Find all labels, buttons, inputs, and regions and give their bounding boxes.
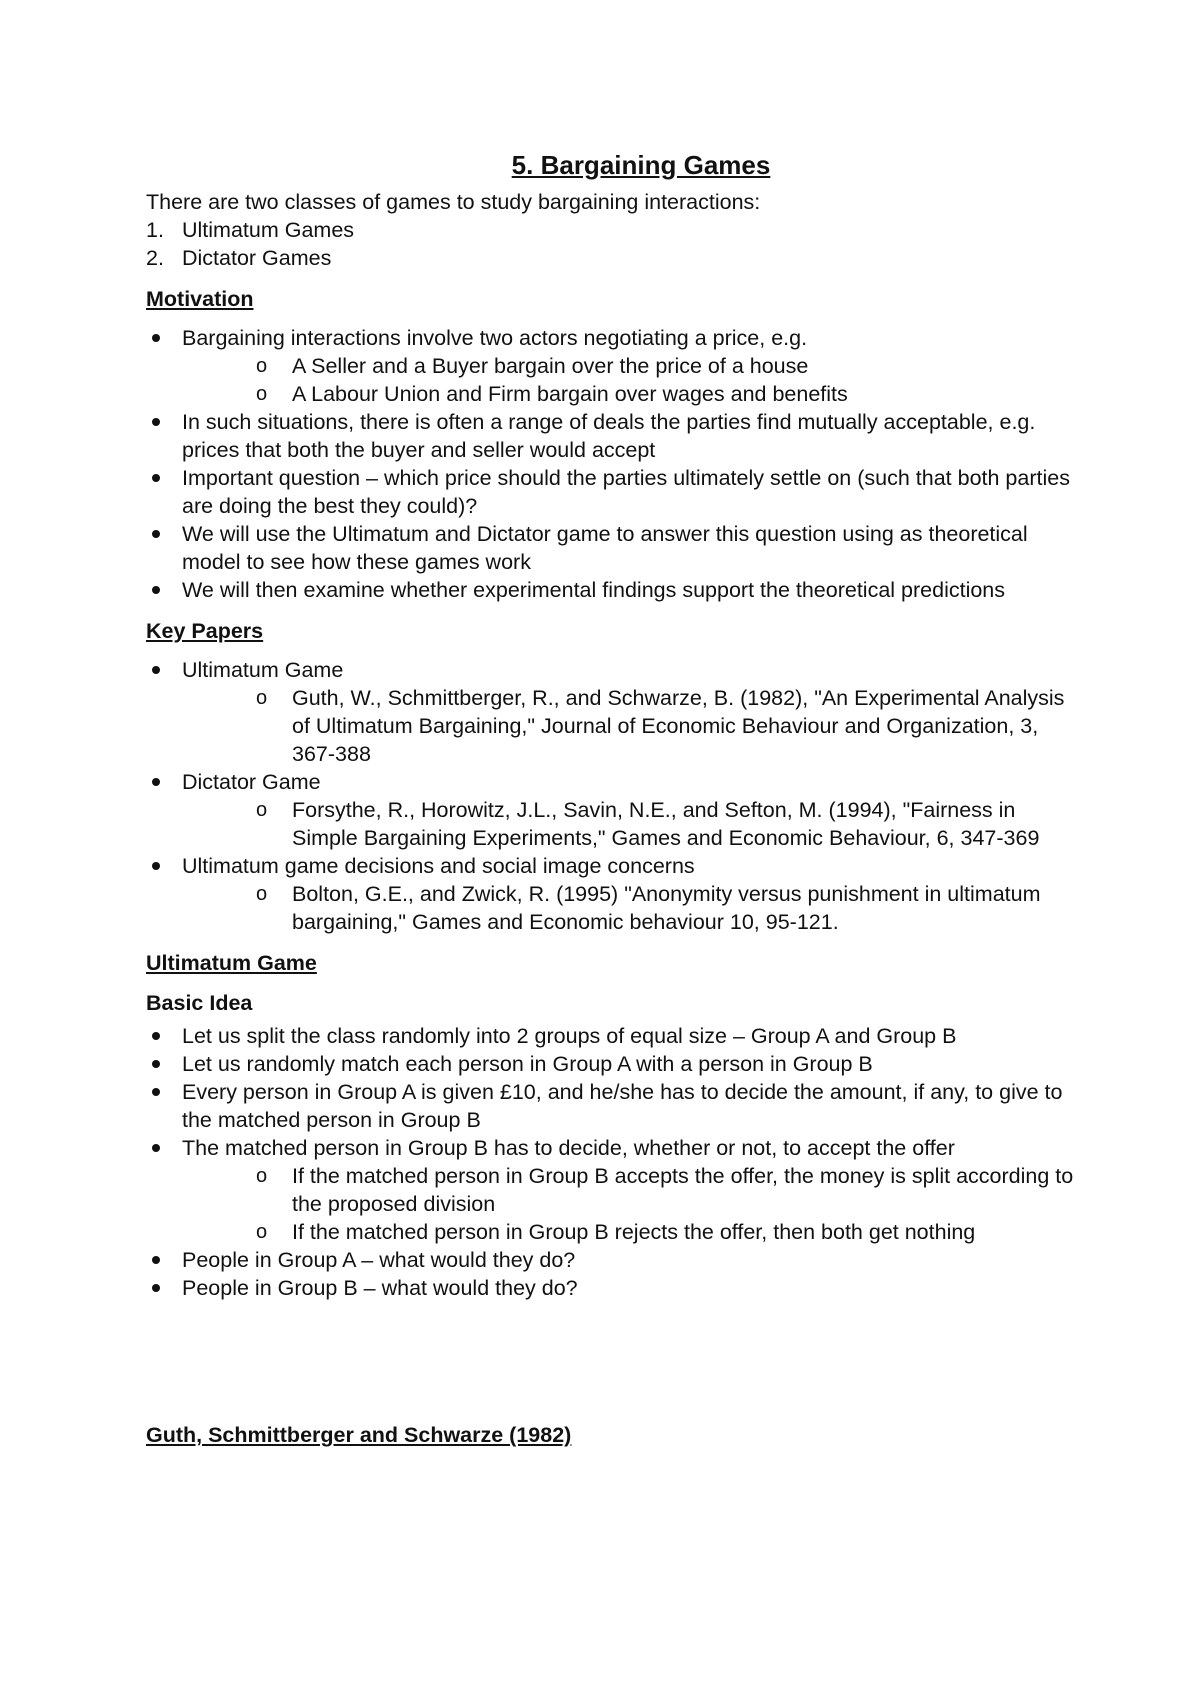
list-item	[146, 216, 1076, 244]
sub-bullet-item	[182, 796, 1076, 852]
game-classes-list	[146, 216, 1076, 272]
ultimatum-list	[146, 1022, 1076, 1302]
citation-text: Guth, W., Schmittberger, R., and Schwarze, B. (1982), "An Experimental Analysis of Ultimatum Bargaining," Journal of Economic Behaviour and Organization, 3, 367-388	[292, 686, 1065, 766]
sub-list	[182, 684, 1076, 768]
bullet-icon	[152, 1284, 160, 1292]
bullet-icon	[152, 1088, 160, 1096]
circle-bullet-icon: o	[256, 799, 268, 821]
page-title: 5. Bargaining Games	[511, 150, 771, 180]
sub-bullet-item	[182, 684, 1076, 768]
spacer	[146, 1302, 1076, 1408]
bullet-text: People in Group B – what would they do?	[182, 1276, 578, 1300]
bullet-item	[146, 520, 1076, 576]
bullet-item	[146, 768, 1076, 852]
sub-bullet-item	[182, 352, 1076, 380]
bullet-text: We will then examine whether experimental findings support the theoretical predictions	[182, 578, 1006, 602]
bullet-text: Bargaining interactions involve two actors negotiating a price, e.g.	[182, 326, 808, 350]
bullet-item	[146, 464, 1076, 520]
key-papers-list	[146, 656, 1076, 936]
bullet-icon	[152, 418, 160, 426]
circle-bullet-icon: o	[256, 1165, 268, 1187]
bullet-icon	[152, 1144, 160, 1152]
sub-bullet-item	[182, 380, 1076, 408]
sub-bullet-text: A Seller and a Buyer bargain over the price of a house	[292, 354, 809, 378]
list-number: 1.	[146, 218, 164, 242]
sub-bullet-item	[182, 1162, 1076, 1218]
bullet-icon	[152, 666, 160, 674]
citation-text: Forsythe, R., Horowitz, J.L., Savin, N.E., and Sefton, M. (1994), "Fairness in Simple Bargaining Experiments," Games and Economic Behaviour, 6, 347-369	[292, 798, 1040, 850]
motivation-list	[146, 324, 1076, 604]
bullet-item	[146, 1022, 1076, 1050]
list-number: 2.	[146, 246, 164, 270]
bullet-icon	[152, 778, 160, 786]
bullet-item	[146, 576, 1076, 604]
bullet-text: Ultimatum game decisions and social image concerns	[182, 854, 695, 878]
bullet-text: In such situations, there is often a range of deals the parties find mutually acceptable, e.g. prices that both the buyer and seller would accept	[182, 410, 1036, 462]
citation-text: Bolton, G.E., and Zwick, R. (1995) "Anonymity versus punishment in ultimatum bargaining," Games and Economic behaviour 10, 95-121.	[292, 882, 1041, 934]
sub-list	[182, 880, 1076, 936]
bullet-text: We will use the Ultimatum and Dictator game to answer this question using as theoretical model to see how these games work	[182, 522, 1028, 574]
motivation-heading: Motivation	[146, 287, 254, 311]
document-content	[146, 140, 1076, 1460]
bullet-text: The matched person in Group B has to decide, whether or not, to accept the offer	[182, 1136, 955, 1160]
circle-bullet-icon: o	[256, 355, 268, 377]
key-papers-heading: Key Papers	[146, 619, 264, 643]
sub-list	[182, 1162, 1076, 1246]
bullet-icon	[152, 862, 160, 870]
list-item	[146, 244, 1076, 272]
bullet-item	[146, 1246, 1076, 1274]
bullet-item	[146, 408, 1076, 464]
list-item-text: Dictator Games	[182, 246, 332, 270]
circle-bullet-icon: o	[256, 883, 268, 905]
bullet-item	[146, 1274, 1076, 1302]
sub-bullet-item	[182, 1218, 1076, 1246]
bullet-text: Every person in Group A is given £10, and he/she has to decide the amount, if any, to give to the matched person in Group B	[182, 1080, 1063, 1132]
bullet-icon	[152, 334, 160, 342]
bullet-text: Let us randomly match each person in Group A with a person in Group B	[182, 1052, 873, 1076]
sub-bullet-text: A Labour Union and Firm bargain over wages and benefits	[292, 382, 848, 406]
bullet-item	[146, 852, 1076, 936]
bullet-text: Dictator Game	[182, 770, 321, 794]
bullet-icon	[152, 530, 160, 538]
bullet-item	[146, 656, 1076, 768]
bullet-item	[146, 1134, 1076, 1246]
intro-text: There are two classes of games to study bargaining interactions:	[146, 190, 761, 214]
bullet-item	[146, 324, 1076, 408]
sub-bullet-item	[182, 880, 1076, 936]
bullet-icon	[152, 474, 160, 482]
guth-heading: Guth, Schmittberger and Schwarze (1982)	[146, 1423, 572, 1447]
circle-bullet-icon: o	[256, 1221, 268, 1243]
sub-list	[182, 796, 1076, 852]
list-item-text: Ultimatum Games	[182, 218, 355, 242]
sub-bullet-text: If the matched person in Group B rejects the offer, then both get nothing	[292, 1220, 976, 1244]
bullet-item	[146, 1050, 1076, 1078]
bullet-icon	[152, 1060, 160, 1068]
sub-list	[182, 352, 1076, 408]
bullet-text: Important question – which price should the parties ultimately settle on (such that both parties are doing the best they could)?	[182, 466, 1070, 518]
sub-bullet-text: If the matched person in Group B accepts the offer, the money is split according to the proposed division	[292, 1164, 1074, 1216]
ultimatum-game-heading: Ultimatum Game	[146, 951, 317, 975]
bullet-text: Let us split the class randomly into 2 groups of equal size – Group A and Group B	[182, 1024, 957, 1048]
bullet-text: Ultimatum Game	[182, 658, 344, 682]
circle-bullet-icon: o	[256, 383, 268, 405]
circle-bullet-icon: o	[256, 687, 268, 709]
basic-idea-heading: Basic Idea	[146, 991, 253, 1015]
bullet-item	[146, 1078, 1076, 1134]
bullet-icon	[152, 586, 160, 594]
bullet-text: People in Group A – what would they do?	[182, 1248, 576, 1272]
bullet-icon	[152, 1032, 160, 1040]
bullet-icon	[152, 1256, 160, 1264]
